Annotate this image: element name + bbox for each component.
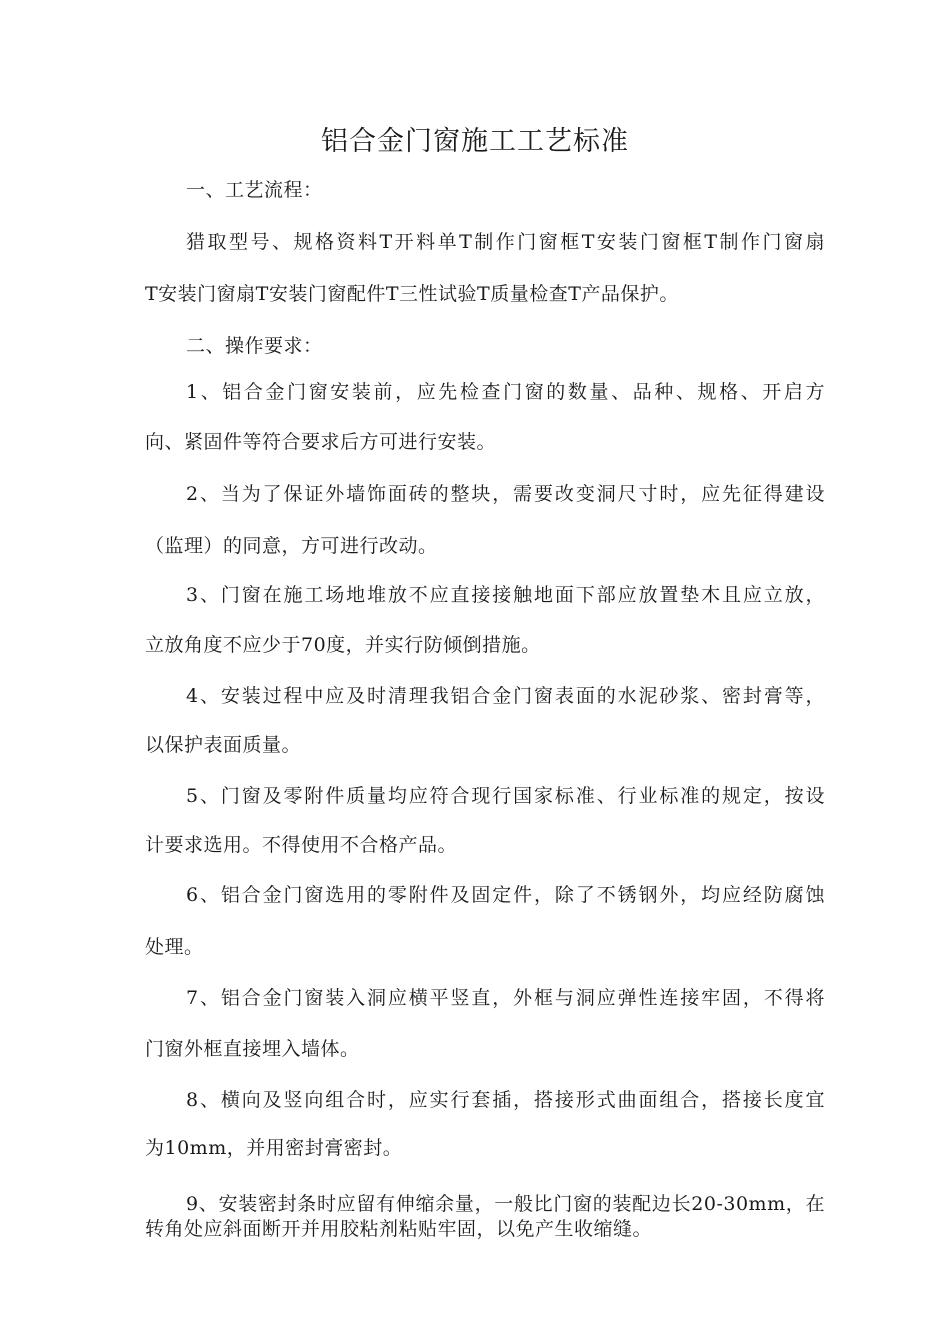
item-7-line-1: 7、铝合金门窗装入洞应横平竖直，外框与洞应弹性连接牢固，不得将: [186, 987, 825, 1009]
item-9-line-1: 9、安装密封条时应留有伸缩余量，一般比门窗的装配边长20-30mm，在: [186, 1193, 825, 1215]
process-line-2: T安装门窗扇T安装门窗配件T三性试验T质量检查T产品保护。: [145, 283, 679, 305]
item-5-line-2: 计要求选用。不得使用不合格产品。: [145, 834, 458, 856]
item-2-line-2: （监理）的同意，方可进行改动。: [145, 535, 438, 557]
item-1-line-1: 1、铝合金门窗安装前，应先检查门窗的数量、品种、规格、开启方: [186, 381, 825, 403]
item-7-line-2: 门窗外框直接埋入墙体。: [145, 1038, 360, 1060]
item-4-line-1: 4、安装过程中应及时清理我铝合金门窗表面的水泥砂浆、密封膏等，: [186, 685, 825, 707]
item-4-line-2: 以保护表面质量。: [145, 734, 302, 756]
item-6-line-1: 6、铝合金门窗选用的零附件及固定件，除了不锈钢外，均应经防腐蚀: [186, 884, 825, 906]
item-3-line-1: 3、门窗在施工场地堆放不应直接接触地面下部应放置垫木且应立放，: [186, 584, 825, 606]
document-title: 铝合金门窗施工工艺标准: [321, 126, 629, 157]
item-3-line-2: 立放角度不应少于70度，并实行防倾倒措施。: [145, 634, 541, 656]
item-8-line-2: 为10mm，并用密封膏密封。: [145, 1137, 403, 1159]
item-1-line-2: 向、紧固件等符合要求后方可进行安装。: [145, 431, 497, 453]
item-2-line-1: 2、当为了保证外墙饰面砖的整块，需要改变洞尺寸时，应先征得建设: [186, 483, 825, 505]
section-heading-requirements: 二、操作要求：: [186, 335, 323, 357]
process-line-1: 猎取型号、规格资料T开料单T制作门窗框T安装门窗框T制作门窗扇: [186, 231, 825, 253]
section-heading-process: 一、工艺流程：: [186, 179, 323, 201]
item-8-line-1: 8、横向及竖向组合时，应实行套插，搭接形式曲面组合，搭接长度宜: [186, 1089, 825, 1111]
item-6-line-2: 处理。: [145, 936, 204, 958]
item-9-line-2: 转角处应斜面断开并用胶粘剂粘贴牢固，以免产生收缩缝。: [145, 1218, 653, 1240]
item-5-line-1: 5、门窗及零附件质量均应符合现行国家标准、行业标准的规定，按设: [186, 785, 825, 807]
